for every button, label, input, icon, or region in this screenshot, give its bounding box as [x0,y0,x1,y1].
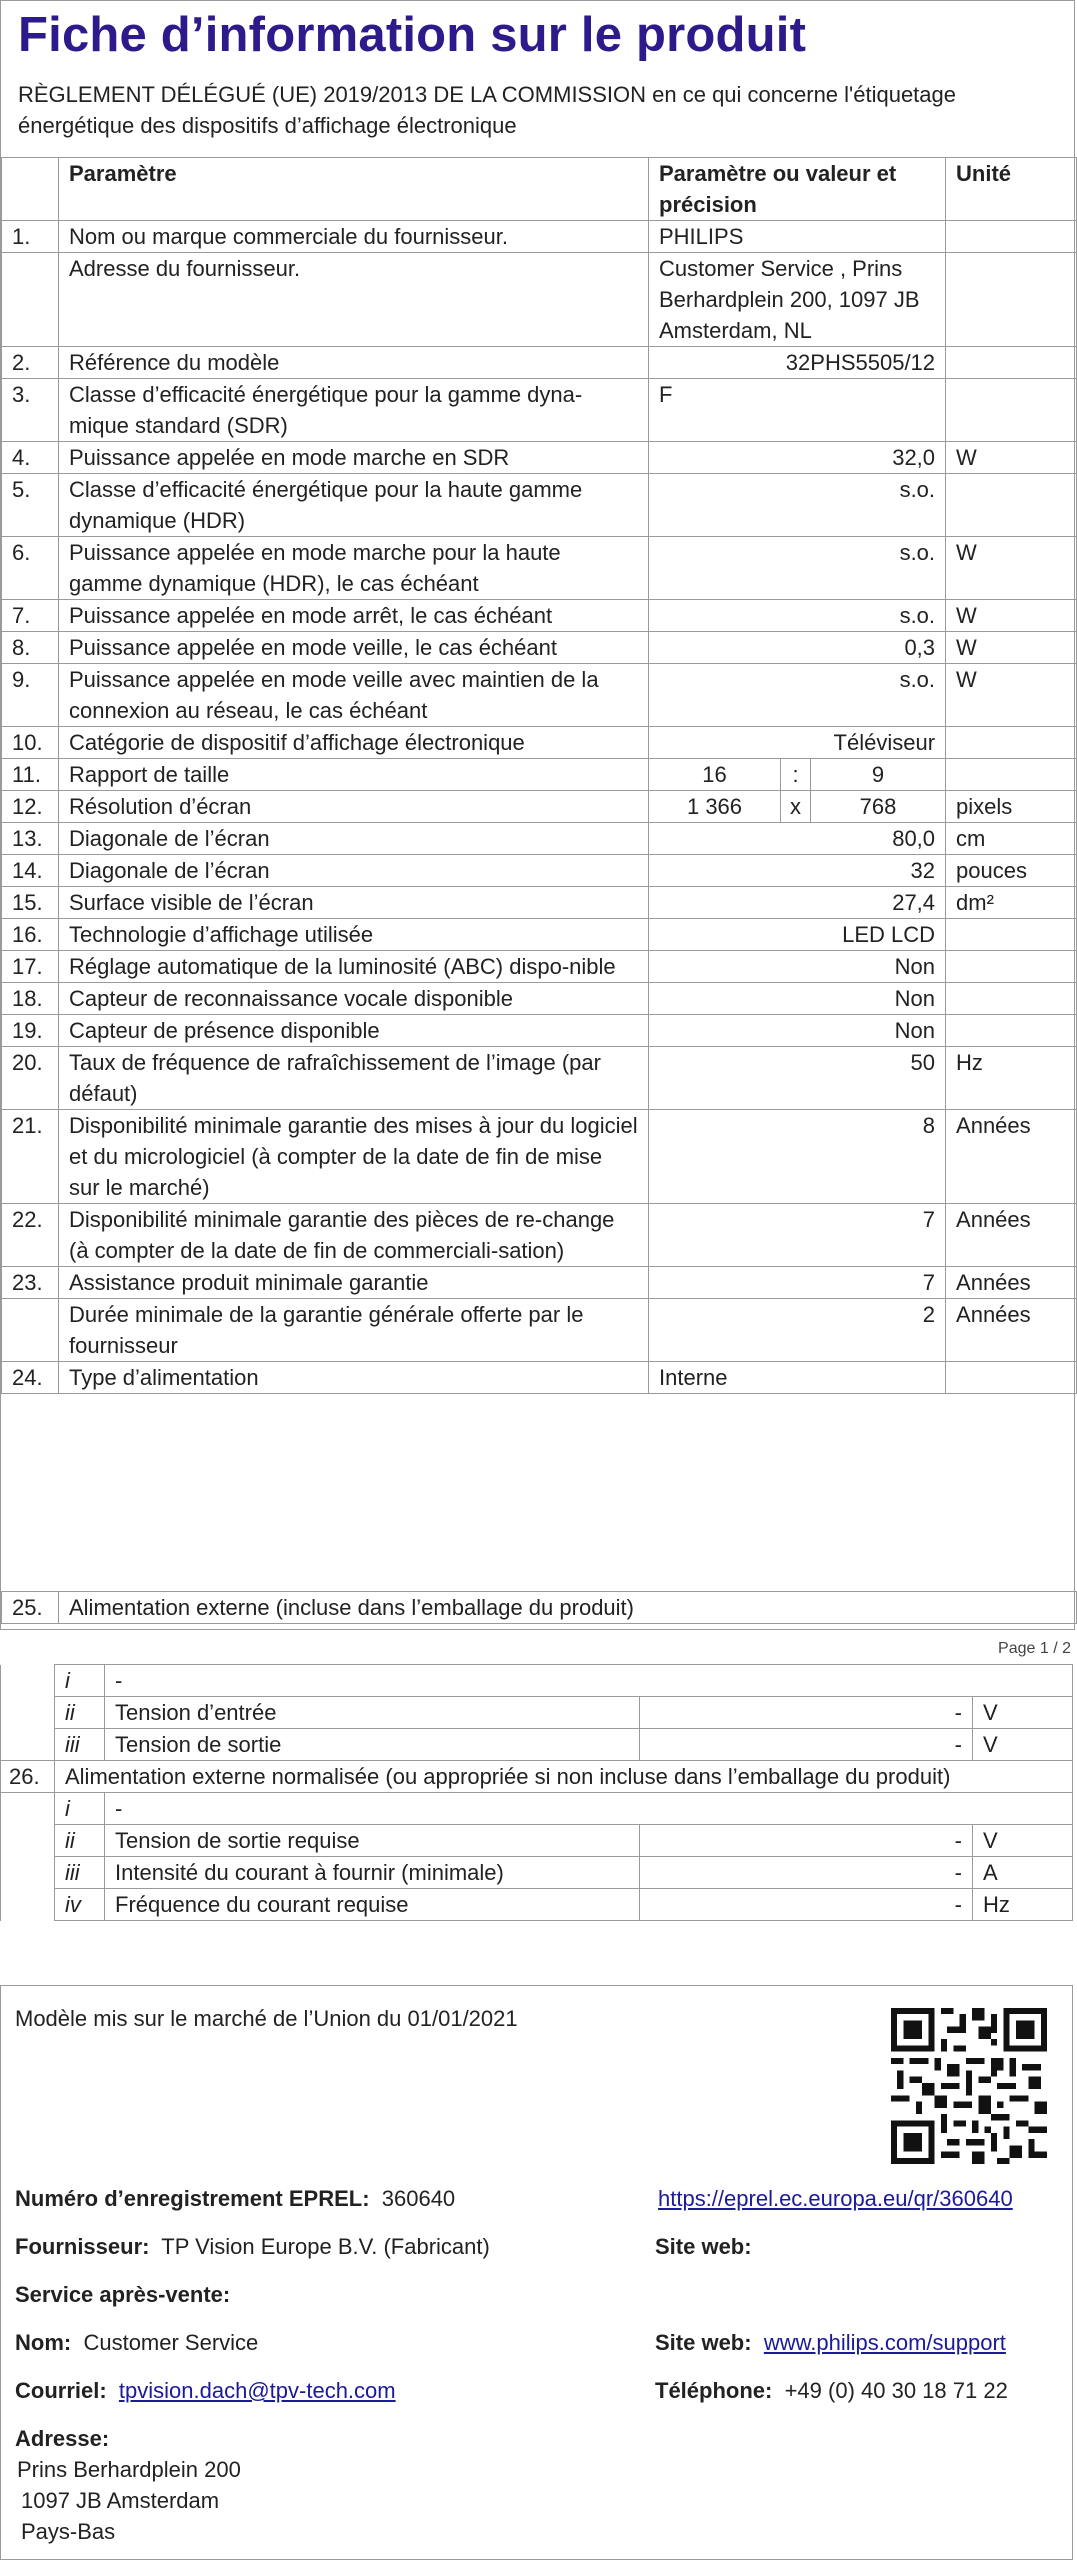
row-number: 4. [2,442,59,474]
row-label: Puissance appelée en mode veille avec maintien de la connexion au réseau, le cas échéant [59,664,649,727]
row-value: Non [649,1015,946,1047]
row-unit [946,1015,1077,1047]
value-second: 9 [811,759,946,791]
row-label: Diagonale de l’écran [59,823,649,855]
table-row [2,1015,1077,1047]
table-row [2,855,1077,887]
row-value: LED LCD [649,919,946,951]
row-unit [946,253,1077,347]
value-second: 768 [811,791,946,823]
row-label: Disponibilité minimale garantie des pièces de re-change (à compter de la date de fin de commerciali-sation) [59,1204,649,1267]
header-unit: Unité [946,158,1077,221]
row-number: 25. [2,1592,59,1624]
name-value: Customer Service [83,2330,259,2355]
table-row [2,887,1077,919]
sub-value: - [640,1729,973,1761]
supplier-label: Fournisseur: [15,2234,150,2259]
header-value: Paramètre ou valeur et précision [649,158,946,221]
row-label: Capteur de présence disponible [59,1015,649,1047]
row-unit: Années [946,1267,1077,1299]
row-label: Puissance appelée en mode marche en SDR [59,442,649,474]
sub-row [1,1825,1073,1857]
row-value: 0,3 [649,632,946,664]
page-number: Page 1 / 2 [998,1640,1071,1657]
row-number: 16. [2,919,59,951]
roman-index: i [55,1793,105,1825]
row-label: Alimentation externe (incluse dans l’emballage du produit) [59,1592,1077,1624]
table-row [2,1362,1077,1394]
row-label: Alimentation externe normalisée (ou appropriée si non incluse dans l’emballage du produit) [55,1761,1073,1793]
row-label: Classe d’efficacité énergétique pour la gamme dyna-mique standard (SDR) [59,379,649,442]
row-number-spacer [1,1697,55,1729]
row-label: Capteur de reconnaissance vocale disponible [59,983,649,1015]
row-number: 19. [2,1015,59,1047]
row-number: 24. [2,1362,59,1394]
service-website [655,2330,1006,2356]
table-row [2,1204,1077,1267]
name-label: Nom: [15,2330,72,2355]
sub-row [1,1729,1073,1761]
row-number: 17. [2,951,59,983]
row-number-spacer [1,1889,55,1921]
table-row [2,664,1077,727]
row-number-spacer [1,1793,55,1825]
row-value: F [649,379,946,442]
row-number: 2. [2,347,59,379]
row-number: 21. [2,1110,59,1204]
value-first: 1 366 [649,791,781,823]
row-number: 3. [2,379,59,442]
qr-code-icon [891,2008,1047,2164]
sub-label: Tension de sortie [105,1729,640,1761]
service-phone [655,2378,1008,2404]
supplier [15,2234,490,2260]
row-number: 6. [2,537,59,600]
table-row [2,221,1077,253]
sub-row [1,1857,1073,1889]
website-label: Site web: [655,2234,752,2259]
external-supply-table [0,1664,1073,1921]
row-unit [946,951,1077,983]
sub-value: - [640,1825,973,1857]
row-number: 13. [2,823,59,855]
row-number [2,1299,59,1362]
eprel-number: 360640 [381,2186,456,2211]
sub-label: - [105,1665,1073,1697]
row-label: Technologie d’affichage utilisée [59,919,649,951]
row-value: 32PHS5505/12 [649,347,946,379]
sub-row [1,1665,1073,1697]
row-number: 15. [2,887,59,919]
row-value: Téléviseur [649,727,946,759]
phone-label: Téléphone: [655,2378,773,2403]
table-row [2,1110,1077,1204]
website2-link[interactable]: www.philips.com/support [763,2330,1006,2355]
row-unit [946,759,1077,791]
phone-value: +49 (0) 40 30 18 71 22 [784,2378,1008,2403]
sub-row [1,1697,1073,1729]
table-row [2,253,1077,347]
address-line: Pays-Bas [21,2519,116,2544]
address-line: Prins Berhardplein 200 [17,2457,241,2482]
table-row [2,727,1077,759]
service-name [15,2330,258,2356]
table-row [2,823,1077,855]
footer-info [0,1985,1073,2560]
row-unit: W [946,632,1077,664]
row-label: Adresse du fournisseur. [59,253,649,347]
row-label: Durée minimale de la garantie générale offerte par le fournisseur [59,1299,649,1362]
row-label: Rapport de taille [59,759,649,791]
roman-index: iii [55,1857,105,1889]
row-number: 20. [2,1047,59,1110]
row-unit: dm² [946,887,1077,919]
row-unit: pixels [946,791,1077,823]
row-label: Résolution d’écran [59,791,649,823]
eprel-registration [15,2186,455,2212]
row-number: 1. [2,221,59,253]
sub-label: Tension de sortie requise [105,1825,640,1857]
row-number-spacer [1,1729,55,1761]
row-label: Réglage automatique de la luminosité (ABC) dispo-nible [59,951,649,983]
row-value: 7 [649,1204,946,1267]
row-unit: Années [946,1299,1077,1362]
row-number-spacer [1,1857,55,1889]
row-value: s.o. [649,474,946,537]
sub-unit: V [973,1729,1073,1761]
sub-value: - [640,1697,973,1729]
row-unit: W [946,664,1077,727]
table-row [2,759,1077,791]
row-25-table [1,1591,1077,1624]
row-value: 80,0 [649,823,946,855]
row-unit [946,474,1077,537]
roman-index: iv [55,1889,105,1921]
after-sales-service-label: Service après-vente: [15,2282,231,2307]
value-first: 16 [649,759,781,791]
roman-index: ii [55,1697,105,1729]
table-header-row [2,158,1077,221]
address-line: 1097 JB Amsterdam [21,2488,220,2513]
table-row [2,537,1077,600]
roman-index: i [55,1665,105,1697]
email-label: Courriel: [15,2378,107,2403]
row-value: 27,4 [649,887,946,919]
table-row [2,791,1077,823]
table-row [2,1267,1077,1299]
table-row [2,600,1077,632]
sub-unit: V [973,1697,1073,1729]
table-row [2,1047,1077,1110]
row-value: 50 [649,1047,946,1110]
row-label: Type d’alimentation [59,1362,649,1394]
row-value: PHILIPS [649,221,946,253]
row-label: Puissance appelée en mode veille, le cas échéant [59,632,649,664]
row-unit [946,919,1077,951]
row-value: 2 [649,1299,946,1362]
row-unit: pouces [946,855,1077,887]
row-unit [946,221,1077,253]
sub-label: Tension d’entrée [105,1697,640,1729]
row-label: Nom ou marque commerciale du fournisseur. [59,221,649,253]
row-label: Référence du modèle [59,347,649,379]
eprel-label: Numéro d’enregistrement EPREL: [15,2186,370,2211]
sub-label: - [105,1793,1073,1825]
row-unit: W [946,600,1077,632]
row-unit [946,347,1077,379]
row-unit: W [946,442,1077,474]
row-label: Disponibilité minimale garantie des mises à jour du logiciel et du micrologiciel (à compter de la date de fin de mise sur le marché) [59,1110,649,1204]
row-number [2,253,59,347]
row-number: 14. [2,855,59,887]
row-value: 7 [649,1267,946,1299]
row-value: 32 [649,855,946,887]
row-number: 23. [2,1267,59,1299]
row-number: 9. [2,664,59,727]
row-value: Non [649,951,946,983]
row-unit: W [946,537,1077,600]
table-row [2,442,1077,474]
row-unit: Années [946,1110,1077,1204]
row-number: 8. [2,632,59,664]
table-row [2,919,1077,951]
sub-label: Intensité du courant à fournir (minimale) [105,1857,640,1889]
table-row [2,951,1077,983]
row-number: 26. [1,1761,55,1793]
row-value: 8 [649,1110,946,1204]
row-value: Interne [649,1362,946,1394]
row-unit: cm [946,823,1077,855]
row-unit [946,727,1077,759]
table-row [2,632,1077,664]
row-number: 5. [2,474,59,537]
eprel-link[interactable]: https://eprel.ec.europa.eu/qr/360640 [658,2186,1013,2211]
service-email [15,2378,396,2404]
roman-index: ii [55,1825,105,1857]
row-value: 32,0 [649,442,946,474]
sub-row [1,1793,1073,1825]
value-separator: : [781,759,811,791]
table-row [2,474,1077,537]
table-row [2,379,1077,442]
row-number-spacer [1,1825,55,1857]
row-label: Taux de fréquence de rafraîchissement de l’image (par défaut) [59,1047,649,1110]
row-label: Puissance appelée en mode arrêt, le cas échéant [59,600,649,632]
row-unit [946,983,1077,1015]
table-row [2,1592,1077,1624]
row-value: s.o. [649,537,946,600]
sub-unit: V [973,1825,1073,1857]
row-label: Classe d’efficacité énergétique pour la haute gamme dynamique (HDR) [59,474,649,537]
row-label: Catégorie de dispositif d’affichage électronique [59,727,649,759]
row-label: Surface visible de l’écran [59,887,649,919]
value-separator: x [781,791,811,823]
roman-index: iii [55,1729,105,1761]
website2-label: Site web: [655,2330,752,2355]
row-label: Diagonale de l’écran [59,855,649,887]
row-number: 7. [2,600,59,632]
regulation-subtitle: RÈGLEMENT DÉLÉGUÉ (UE) 2019/2013 DE LA COMMISSION en ce qui concerne l'étiquetage énergétique des dispositifs d’affichage électronique [18,82,956,138]
row-unit [946,379,1077,442]
row-value: s.o. [649,600,946,632]
sub-unit: A [973,1857,1073,1889]
row-number: 11. [2,759,59,791]
row-value: Non [649,983,946,1015]
header-param: Paramètre [59,158,649,221]
row-number: 18. [2,983,59,1015]
sub-unit: Hz [973,1889,1073,1921]
market-date: Modèle mis sur le marché de l’Union du 01/01/2021 [15,2006,518,2031]
row-number-spacer [1,1665,55,1697]
row-label: Assistance produit minimale garantie [59,1267,649,1299]
row-number: 22. [2,1204,59,1267]
sub-label: Fréquence du courant requise [105,1889,640,1921]
table-row [2,1299,1077,1362]
email-link[interactable]: tpvision.dach@tpv-tech.com [118,2378,396,2403]
table-row [2,983,1077,1015]
supplier-value: TP Vision Europe B.V. (Fabricant) [161,2234,490,2259]
sub-value: - [640,1857,973,1889]
table-row [2,347,1077,379]
row-number: 12. [2,791,59,823]
page-title: Fiche d’information sur le produit [18,8,807,62]
table-row [1,1761,1073,1793]
product-info-table [1,157,1077,1394]
row-value: s.o. [649,664,946,727]
row-label: Puissance appelée en mode marche pour la haute gamme dynamique (HDR), le cas échéant [59,537,649,600]
row-unit: Années [946,1204,1077,1267]
sub-value: - [640,1889,973,1921]
sub-row [1,1889,1073,1921]
address-label: Adresse: [15,2426,110,2451]
row-unit: Hz [946,1047,1077,1110]
row-value: Customer Service , Prins Berhardplein 200, 1097 JB Amsterdam, NL [649,253,946,347]
row-number: 10. [2,727,59,759]
row-unit [946,1362,1077,1394]
